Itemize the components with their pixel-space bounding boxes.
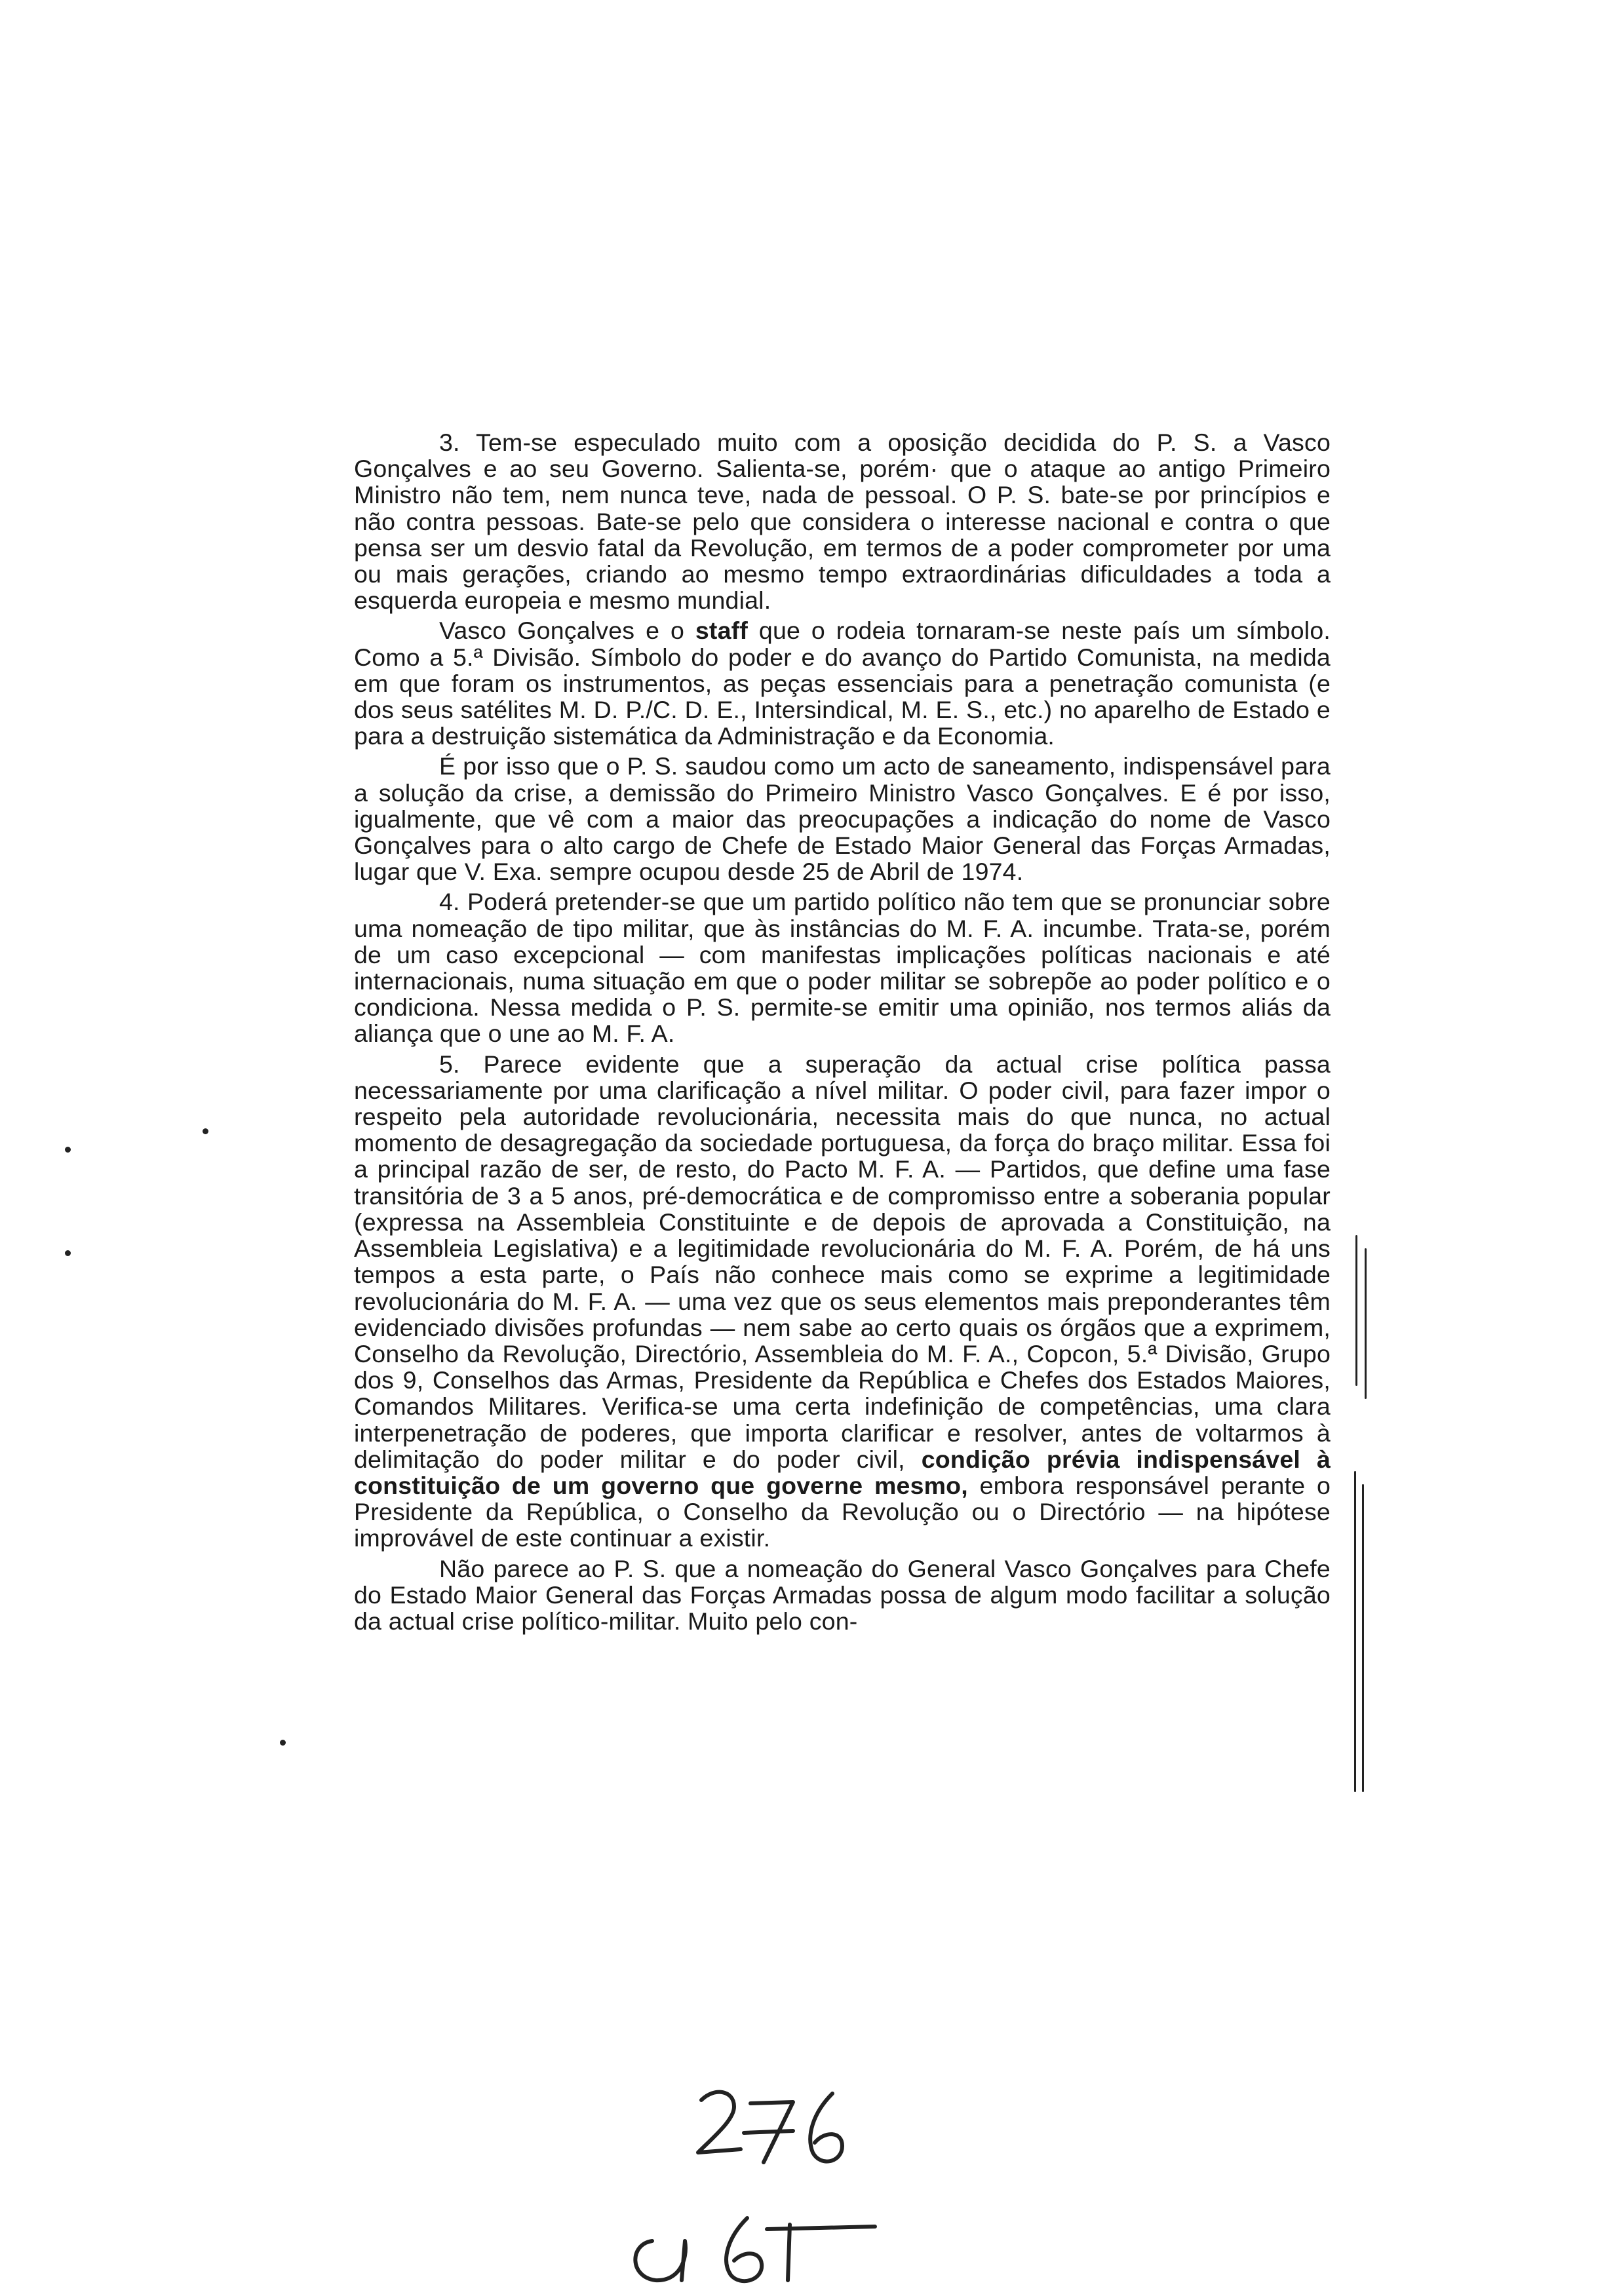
text-run: 4. Poderá pretender-se que um partido político não tem que se pronunciar sobre uma nomeação de tipo militar, que às instâncias do M. F. A. incumbe. Trata-se, porém de um caso excepcional — com manifestas implicações políticas nacionais e até internacionais, numa situação em que o poder militar se sobrepõe ao poder político e o condiciona. Nessa medida o P. S. permite-se emitir uma opinião, nos termos aliás da aliança que o une ao M. F. A. — [354, 888, 1331, 1048]
bold-text: staff — [695, 617, 749, 645]
paragraph — [354, 1556, 1331, 1635]
text-run: Não parece ao P. S. que a nomeação do General Vasco Gonçalves para Chefe do Estado Maior General das Forças Armadas possa de algum modo facilitar a solução da actual crise político-militar. Muito pelo con- — [354, 1554, 1331, 1635]
margin-line — [1355, 1235, 1357, 1386]
letter-body — [354, 429, 1331, 1638]
margin-dot — [203, 1128, 208, 1134]
paragraph — [354, 617, 1331, 749]
text-run: que o rodeia tornaram-se neste país um símbolo. Como a 5.ª Divisão. Símbolo do poder e do avanço do Partido Comunista, na medida em que foram os instrumentos, as peças essenciais para a penetração comunista (e dos seus satélites M. D. P./C. D. E., Intersindical, M. E. S., etc.) no aparelho de Estado e para a destruição sistemática da Administração e da Economia. — [354, 617, 1331, 750]
text-run: 5. Parece evidente que a superação da actual crise política passa necessariamente por uma clarificação a nível militar. O poder civil, para fazer impor o respeito pela autoridade revolucionária, necessita mais do que nunca, no actual momento de desagregação da sociedade portuguesa, da força do braço militar. Essa foi a principal razão de ser, de resto, do Pacto M. F. A. — Partidos, que define uma fase transitória de 3 a 5 anos, pré-democrática e de compromisso entre a soberania popular (expressa na Assembleia Constituinte e de depois de aprovada a Constituição, na Assembleia Legislativa) e a legitimidade revolucionária do M. F. A. Porém, de há uns tempos a esta parte, o País não conhece mais como se exprime a legitimidade revolucionária do M. F. A. — uma vez que os seus elementos mais preponderantes têm evidenciado divisões profundas — nem sabe ao certo quais os órgãos que a exprimem, Conselho da Revolução, Directório, Assembleia do M. F. A., Copcon, 5.ª Divisão, Grupo dos 9, Conselhos das Armas, Presidente da República e Chefes dos Estados Maiores, Comandos Militares. Verifica-se uma certa indefinição de competências, uma clara interpenetração de poderes, que importa clarificar e resolver, antes de voltarmos à delimitação do poder militar e do poder civil, — [354, 1050, 1331, 1473]
margin-line — [1362, 1484, 1364, 1792]
text-run: embora responsável perante o Presidente da República, o Conselho da Revolução ou o Directório — na hipótese improvável de este continuar a existir. — [354, 1471, 1331, 1552]
margin-line — [1354, 1471, 1356, 1792]
handwritten-page-numbers — [616, 2084, 905, 2293]
margin-line — [1365, 1248, 1367, 1399]
text-run: É por isso que o P. S. saudou como um acto de saneamento, indispensável para a solução da crise, a demissão do Primeiro Ministro Vasco Gonçalves. E é por isso, igualmente, que vê com a maior das preocupações a indicação do nome de Vasco Gonçalves para o alto cargo de Chefe de Estado Maior General das Forças Armadas, lugar que V. Exa. sempre ocupou desde 25 de Abril de 1974. — [354, 752, 1331, 886]
margin-dot — [65, 1250, 71, 1256]
paragraph — [354, 429, 1331, 613]
paragraph — [354, 889, 1331, 1046]
paragraph — [354, 1051, 1331, 1552]
bold-text: condição prévia indispensável à constituição de um governo que governe mesmo, — [354, 1445, 1331, 1499]
margin-dot — [65, 1147, 71, 1153]
text-run: 3. Tem-se especulado muito com a oposição decidida do P. S. a Vasco Gonçalves e ao seu Governo. Salienta-se, porém· que o ataque ao antigo Primeiro Ministro não tem, nem nunca teve, nada de pessoal. O P. S. bate-se por princípios e não contra pessoas. Bate-se pelo que considera o interesse nacional e contra o que pensa ser um desvio fatal da Revolução, em termos de a poder comprometer por uma ou mais gerações, criando ao mesmo tempo extraordinárias dificuldades a toda a esquerda europeia e mesmo mundial. — [354, 429, 1331, 615]
margin-dot — [280, 1740, 286, 1746]
text-run: Vasco Gonçalves e o — [439, 617, 695, 645]
paragraph — [354, 753, 1331, 885]
